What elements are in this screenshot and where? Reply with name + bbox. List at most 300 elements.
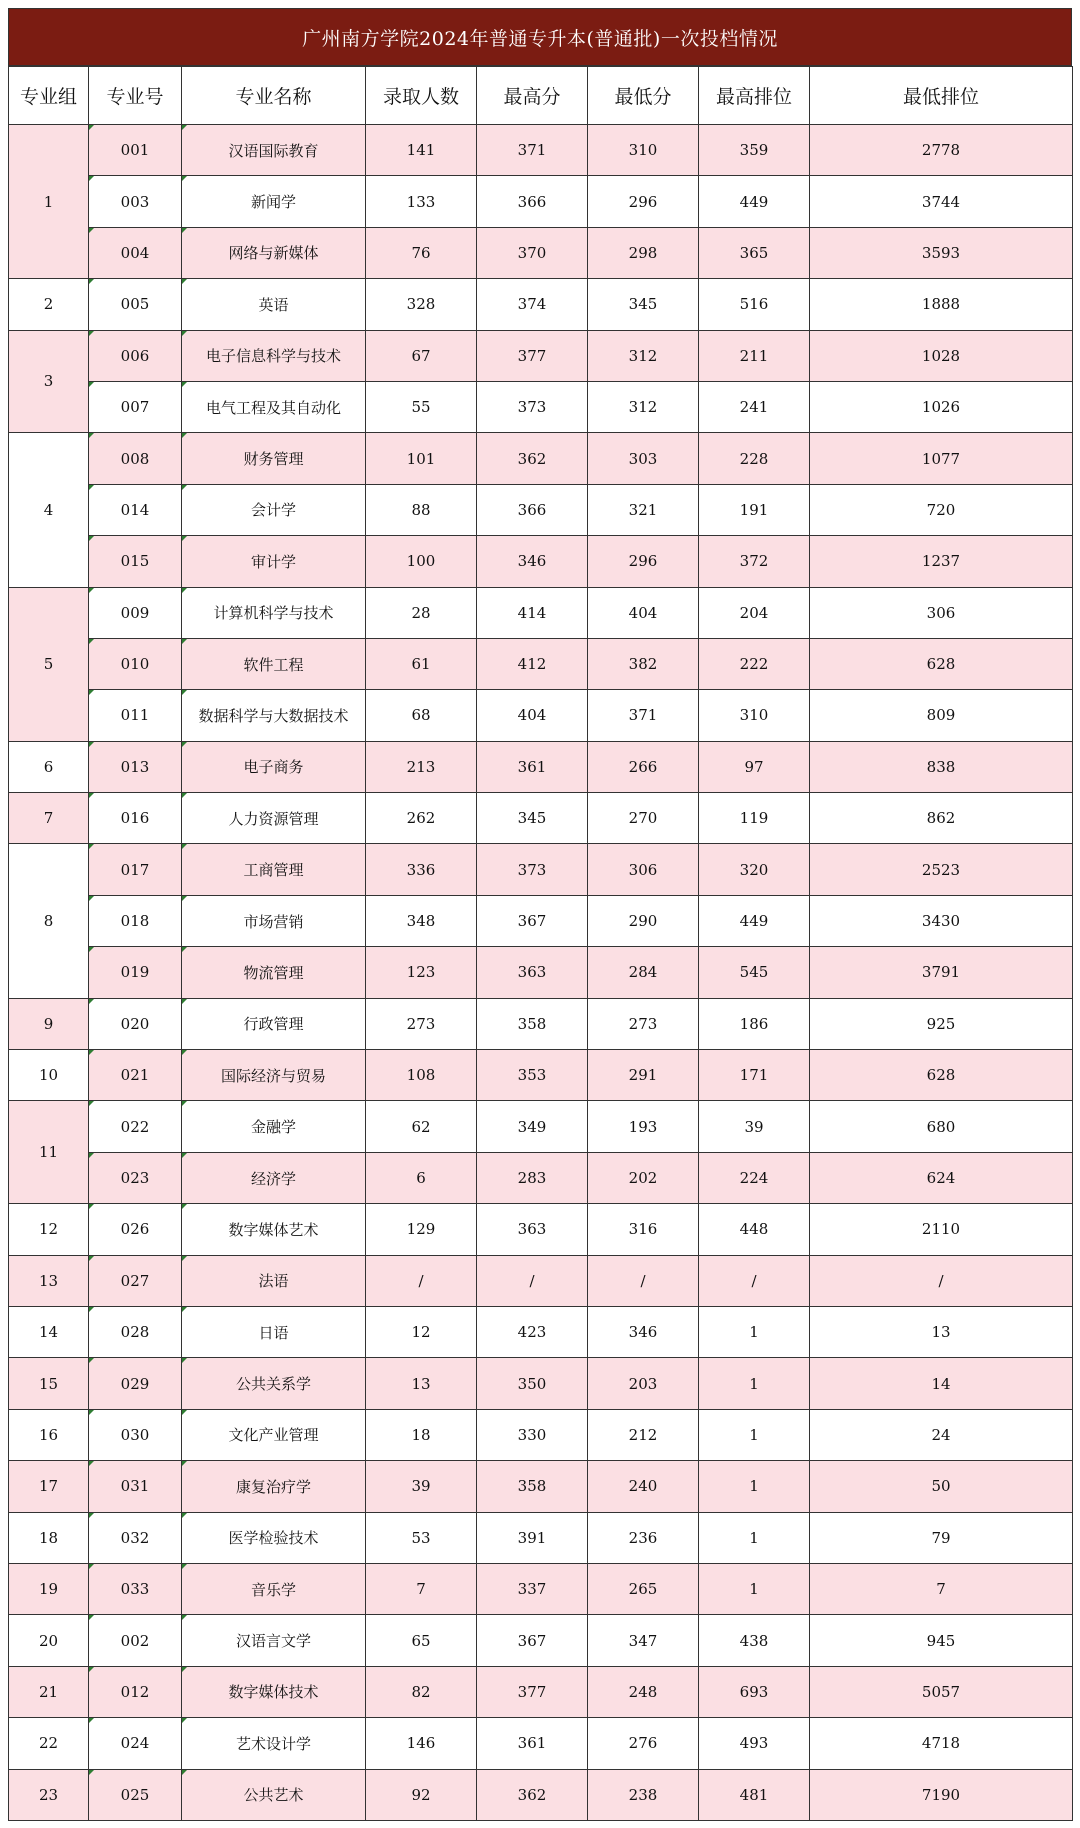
max-rank-cell: 228 bbox=[699, 433, 810, 484]
table-row bbox=[9, 381, 1073, 432]
major-name-cell: 计算机科学与技术 bbox=[182, 587, 366, 638]
admission-report bbox=[8, 8, 1072, 1821]
max-rank-cell: 186 bbox=[699, 998, 810, 1049]
max-rank-cell: 310 bbox=[699, 690, 810, 741]
header-admitted: 录取人数 bbox=[366, 67, 477, 125]
max-rank-cell: 516 bbox=[699, 279, 810, 330]
max-rank-cell: 493 bbox=[699, 1718, 810, 1769]
group-number-cell: 6 bbox=[9, 741, 89, 792]
major-name-cell: 公共艺术 bbox=[182, 1769, 366, 1820]
max-rank-cell: 438 bbox=[699, 1615, 810, 1666]
max-score-cell: 373 bbox=[477, 844, 588, 895]
max-rank-cell: 449 bbox=[699, 895, 810, 946]
min-rank-cell: 4718 bbox=[810, 1718, 1073, 1769]
min-score-cell: 298 bbox=[588, 227, 699, 278]
table-row bbox=[9, 176, 1073, 227]
min-rank-cell: 13 bbox=[810, 1306, 1073, 1357]
header-row bbox=[9, 67, 1073, 125]
major-name-cell: 网络与新媒体 bbox=[182, 227, 366, 278]
max-rank-cell: 481 bbox=[699, 1769, 810, 1820]
max-rank-cell: 1 bbox=[699, 1306, 810, 1357]
major-name-cell: 电子信息科学与技术 bbox=[182, 330, 366, 381]
max-score-cell: 366 bbox=[477, 484, 588, 535]
max-score-cell: 371 bbox=[477, 125, 588, 176]
major-name-cell: 日语 bbox=[182, 1306, 366, 1357]
major-name-cell: 法语 bbox=[182, 1255, 366, 1306]
min-score-cell: 404 bbox=[588, 587, 699, 638]
group-number-cell: 5 bbox=[9, 587, 89, 741]
major-name-cell: 文化产业管理 bbox=[182, 1409, 366, 1460]
table-row bbox=[9, 1615, 1073, 1666]
max-score-cell: 412 bbox=[477, 638, 588, 689]
major-name-cell: 电气工程及其自动化 bbox=[182, 381, 366, 432]
min-score-cell: 284 bbox=[588, 947, 699, 998]
min-score-cell: 270 bbox=[588, 793, 699, 844]
max-rank-cell: 372 bbox=[699, 536, 810, 587]
max-score-cell: 353 bbox=[477, 1050, 588, 1101]
min-score-cell: 290 bbox=[588, 895, 699, 946]
report-title-text: 广州南方学院2024年普通专升本(普通批)一次投档情况 bbox=[302, 27, 778, 50]
header-min-rank: 最低排位 bbox=[810, 67, 1073, 125]
admitted-count-cell: 68 bbox=[366, 690, 477, 741]
max-score-cell: 361 bbox=[477, 741, 588, 792]
table-row bbox=[9, 1101, 1073, 1152]
table-row bbox=[9, 947, 1073, 998]
max-rank-cell: 222 bbox=[699, 638, 810, 689]
major-name-cell: 市场营销 bbox=[182, 895, 366, 946]
admitted-count-cell: 213 bbox=[366, 741, 477, 792]
max-score-cell: 361 bbox=[477, 1718, 588, 1769]
max-rank-cell: 1 bbox=[699, 1563, 810, 1614]
group-number-cell: 14 bbox=[9, 1306, 89, 1357]
max-score-cell: 362 bbox=[477, 1769, 588, 1820]
max-rank-cell: 448 bbox=[699, 1204, 810, 1255]
min-rank-cell: 628 bbox=[810, 638, 1073, 689]
min-score-cell: 346 bbox=[588, 1306, 699, 1357]
max-rank-cell: 449 bbox=[699, 176, 810, 227]
min-rank-cell: / bbox=[810, 1255, 1073, 1306]
major-code-cell: 021 bbox=[89, 1050, 182, 1101]
group-number-cell: 8 bbox=[9, 844, 89, 998]
max-score-cell: 350 bbox=[477, 1358, 588, 1409]
min-rank-cell: 720 bbox=[810, 484, 1073, 535]
header-max-score: 最高分 bbox=[477, 67, 588, 125]
min-score-cell: 312 bbox=[588, 330, 699, 381]
min-rank-cell: 1888 bbox=[810, 279, 1073, 330]
header-max-rank: 最高排位 bbox=[699, 67, 810, 125]
admitted-count-cell: 67 bbox=[366, 330, 477, 381]
major-code-cell: 022 bbox=[89, 1101, 182, 1152]
max-score-cell: / bbox=[477, 1255, 588, 1306]
major-name-cell: 软件工程 bbox=[182, 638, 366, 689]
major-name-cell: 康复治疗学 bbox=[182, 1461, 366, 1512]
table-row bbox=[9, 1563, 1073, 1614]
admitted-count-cell: 336 bbox=[366, 844, 477, 895]
table-row bbox=[9, 690, 1073, 741]
group-number-cell: 17 bbox=[9, 1461, 89, 1512]
major-name-cell: 医学检验技术 bbox=[182, 1512, 366, 1563]
major-name-cell: 音乐学 bbox=[182, 1563, 366, 1614]
table-row bbox=[9, 1512, 1073, 1563]
major-code-cell: 009 bbox=[89, 587, 182, 638]
table-row bbox=[9, 536, 1073, 587]
min-rank-cell: 5057 bbox=[810, 1666, 1073, 1717]
min-rank-cell: 945 bbox=[810, 1615, 1073, 1666]
max-score-cell: 377 bbox=[477, 330, 588, 381]
min-score-cell: 296 bbox=[588, 536, 699, 587]
max-rank-cell: 1 bbox=[699, 1461, 810, 1512]
min-score-cell: 371 bbox=[588, 690, 699, 741]
min-score-cell: 248 bbox=[588, 1666, 699, 1717]
min-rank-cell: 14 bbox=[810, 1358, 1073, 1409]
min-score-cell: 276 bbox=[588, 1718, 699, 1769]
major-name-cell: 数字媒体技术 bbox=[182, 1666, 366, 1717]
min-rank-cell: 7190 bbox=[810, 1769, 1073, 1820]
table-row bbox=[9, 125, 1073, 176]
group-number-cell: 9 bbox=[9, 998, 89, 1049]
admitted-count-cell: 6 bbox=[366, 1152, 477, 1203]
admitted-count-cell: 141 bbox=[366, 125, 477, 176]
max-score-cell: 373 bbox=[477, 381, 588, 432]
min-rank-cell: 809 bbox=[810, 690, 1073, 741]
table-row bbox=[9, 998, 1073, 1049]
group-number-cell: 20 bbox=[9, 1615, 89, 1666]
table-row bbox=[9, 1306, 1073, 1357]
major-code-cell: 024 bbox=[89, 1718, 182, 1769]
min-rank-cell: 862 bbox=[810, 793, 1073, 844]
major-code-cell: 002 bbox=[89, 1615, 182, 1666]
min-score-cell: 212 bbox=[588, 1409, 699, 1460]
admitted-count-cell: 82 bbox=[366, 1666, 477, 1717]
major-code-cell: 033 bbox=[89, 1563, 182, 1614]
min-score-cell: 312 bbox=[588, 381, 699, 432]
min-rank-cell: 2110 bbox=[810, 1204, 1073, 1255]
min-rank-cell: 3593 bbox=[810, 227, 1073, 278]
max-score-cell: 330 bbox=[477, 1409, 588, 1460]
group-number-cell: 12 bbox=[9, 1204, 89, 1255]
max-rank-cell: 211 bbox=[699, 330, 810, 381]
max-score-cell: 414 bbox=[477, 587, 588, 638]
min-rank-cell: 1028 bbox=[810, 330, 1073, 381]
max-score-cell: 366 bbox=[477, 176, 588, 227]
group-number-cell: 4 bbox=[9, 433, 89, 587]
min-rank-cell: 2523 bbox=[810, 844, 1073, 895]
min-score-cell: 310 bbox=[588, 125, 699, 176]
max-rank-cell: 1 bbox=[699, 1358, 810, 1409]
major-name-cell: 财务管理 bbox=[182, 433, 366, 484]
max-rank-cell: / bbox=[699, 1255, 810, 1306]
admitted-count-cell: 133 bbox=[366, 176, 477, 227]
group-number-cell: 10 bbox=[9, 1050, 89, 1101]
group-number-cell: 3 bbox=[9, 330, 89, 433]
group-number-cell: 13 bbox=[9, 1255, 89, 1306]
major-name-cell: 行政管理 bbox=[182, 998, 366, 1049]
min-rank-cell: 3744 bbox=[810, 176, 1073, 227]
major-code-cell: 023 bbox=[89, 1152, 182, 1203]
min-score-cell: 273 bbox=[588, 998, 699, 1049]
header-major: 专业名称 bbox=[182, 67, 366, 125]
min-rank-cell: 624 bbox=[810, 1152, 1073, 1203]
major-code-cell: 020 bbox=[89, 998, 182, 1049]
major-name-cell: 电子商务 bbox=[182, 741, 366, 792]
table-body bbox=[9, 125, 1073, 1821]
major-name-cell: 新闻学 bbox=[182, 176, 366, 227]
table-row bbox=[9, 844, 1073, 895]
max-score-cell: 349 bbox=[477, 1101, 588, 1152]
table-row bbox=[9, 330, 1073, 381]
min-score-cell: 303 bbox=[588, 433, 699, 484]
major-code-cell: 007 bbox=[89, 381, 182, 432]
max-rank-cell: 191 bbox=[699, 484, 810, 535]
min-score-cell: 202 bbox=[588, 1152, 699, 1203]
max-score-cell: 423 bbox=[477, 1306, 588, 1357]
major-name-cell: 汉语言文学 bbox=[182, 1615, 366, 1666]
admitted-count-cell: 12 bbox=[366, 1306, 477, 1357]
admitted-count-cell: 100 bbox=[366, 536, 477, 587]
max-score-cell: 363 bbox=[477, 1204, 588, 1255]
max-rank-cell: 693 bbox=[699, 1666, 810, 1717]
max-score-cell: 358 bbox=[477, 1461, 588, 1512]
major-code-cell: 006 bbox=[89, 330, 182, 381]
max-score-cell: 374 bbox=[477, 279, 588, 330]
table-row bbox=[9, 895, 1073, 946]
min-rank-cell: 925 bbox=[810, 998, 1073, 1049]
major-name-cell: 会计学 bbox=[182, 484, 366, 535]
min-score-cell: 306 bbox=[588, 844, 699, 895]
group-number-cell: 15 bbox=[9, 1358, 89, 1409]
header-code: 专业号 bbox=[89, 67, 182, 125]
min-score-cell: 347 bbox=[588, 1615, 699, 1666]
table-row bbox=[9, 1409, 1073, 1460]
admitted-count-cell: 53 bbox=[366, 1512, 477, 1563]
group-number-cell: 2 bbox=[9, 279, 89, 330]
table-row bbox=[9, 484, 1073, 535]
major-name-cell: 审计学 bbox=[182, 536, 366, 587]
admitted-count-cell: 146 bbox=[366, 1718, 477, 1769]
major-code-cell: 010 bbox=[89, 638, 182, 689]
max-rank-cell: 320 bbox=[699, 844, 810, 895]
table-row bbox=[9, 1050, 1073, 1101]
admitted-count-cell: 273 bbox=[366, 998, 477, 1049]
admitted-count-cell: 262 bbox=[366, 793, 477, 844]
major-name-cell: 数据科学与大数据技术 bbox=[182, 690, 366, 741]
admission-table bbox=[8, 66, 1073, 1821]
admitted-count-cell: 61 bbox=[366, 638, 477, 689]
admitted-count-cell: 7 bbox=[366, 1563, 477, 1614]
table-row bbox=[9, 638, 1073, 689]
min-score-cell: 240 bbox=[588, 1461, 699, 1512]
table-row bbox=[9, 1358, 1073, 1409]
admitted-count-cell: 39 bbox=[366, 1461, 477, 1512]
min-score-cell: 238 bbox=[588, 1769, 699, 1820]
min-rank-cell: 2778 bbox=[810, 125, 1073, 176]
min-score-cell: / bbox=[588, 1255, 699, 1306]
max-score-cell: 404 bbox=[477, 690, 588, 741]
table-row bbox=[9, 1255, 1073, 1306]
table-row bbox=[9, 1152, 1073, 1203]
admitted-count-cell: 123 bbox=[366, 947, 477, 998]
major-name-cell: 英语 bbox=[182, 279, 366, 330]
max-score-cell: 345 bbox=[477, 793, 588, 844]
admitted-count-cell: 62 bbox=[366, 1101, 477, 1152]
major-code-cell: 030 bbox=[89, 1409, 182, 1460]
min-rank-cell: 680 bbox=[810, 1101, 1073, 1152]
table-row bbox=[9, 587, 1073, 638]
min-rank-cell: 79 bbox=[810, 1512, 1073, 1563]
max-score-cell: 358 bbox=[477, 998, 588, 1049]
max-score-cell: 377 bbox=[477, 1666, 588, 1717]
group-number-cell: 1 bbox=[9, 125, 89, 279]
table-row bbox=[9, 1718, 1073, 1769]
admitted-count-cell: 76 bbox=[366, 227, 477, 278]
min-rank-cell: 7 bbox=[810, 1563, 1073, 1614]
major-name-cell: 工商管理 bbox=[182, 844, 366, 895]
min-score-cell: 236 bbox=[588, 1512, 699, 1563]
table-row bbox=[9, 1666, 1073, 1717]
group-number-cell: 22 bbox=[9, 1718, 89, 1769]
min-score-cell: 316 bbox=[588, 1204, 699, 1255]
min-rank-cell: 24 bbox=[810, 1409, 1073, 1460]
max-score-cell: 367 bbox=[477, 895, 588, 946]
min-rank-cell: 3430 bbox=[810, 895, 1073, 946]
major-name-cell: 国际经济与贸易 bbox=[182, 1050, 366, 1101]
min-rank-cell: 838 bbox=[810, 741, 1073, 792]
table-row bbox=[9, 793, 1073, 844]
admitted-count-cell: 18 bbox=[366, 1409, 477, 1460]
major-name-cell: 经济学 bbox=[182, 1152, 366, 1203]
min-rank-cell: 1237 bbox=[810, 536, 1073, 587]
min-score-cell: 382 bbox=[588, 638, 699, 689]
major-code-cell: 027 bbox=[89, 1255, 182, 1306]
max-score-cell: 391 bbox=[477, 1512, 588, 1563]
min-rank-cell: 306 bbox=[810, 587, 1073, 638]
min-score-cell: 203 bbox=[588, 1358, 699, 1409]
min-score-cell: 265 bbox=[588, 1563, 699, 1614]
min-score-cell: 296 bbox=[588, 176, 699, 227]
admitted-count-cell: 88 bbox=[366, 484, 477, 535]
major-code-cell: 014 bbox=[89, 484, 182, 535]
min-score-cell: 321 bbox=[588, 484, 699, 535]
group-number-cell: 23 bbox=[9, 1769, 89, 1820]
major-code-cell: 017 bbox=[89, 844, 182, 895]
header-group: 专业组 bbox=[9, 67, 89, 125]
group-number-cell: 19 bbox=[9, 1563, 89, 1614]
max-rank-cell: 39 bbox=[699, 1101, 810, 1152]
table-row bbox=[9, 279, 1073, 330]
max-rank-cell: 204 bbox=[699, 587, 810, 638]
min-rank-cell: 3791 bbox=[810, 947, 1073, 998]
max-rank-cell: 171 bbox=[699, 1050, 810, 1101]
min-score-cell: 193 bbox=[588, 1101, 699, 1152]
max-score-cell: 346 bbox=[477, 536, 588, 587]
admitted-count-cell: 328 bbox=[366, 279, 477, 330]
group-number-cell: 16 bbox=[9, 1409, 89, 1460]
major-code-cell: 013 bbox=[89, 741, 182, 792]
max-rank-cell: 359 bbox=[699, 125, 810, 176]
admitted-count-cell: 348 bbox=[366, 895, 477, 946]
min-rank-cell: 1077 bbox=[810, 433, 1073, 484]
table-row bbox=[9, 741, 1073, 792]
max-rank-cell: 119 bbox=[699, 793, 810, 844]
major-name-cell: 公共关系学 bbox=[182, 1358, 366, 1409]
max-rank-cell: 1 bbox=[699, 1409, 810, 1460]
group-number-cell: 21 bbox=[9, 1666, 89, 1717]
min-score-cell: 266 bbox=[588, 741, 699, 792]
admitted-count-cell: 92 bbox=[366, 1769, 477, 1820]
group-number-cell: 11 bbox=[9, 1101, 89, 1204]
major-code-cell: 004 bbox=[89, 227, 182, 278]
admitted-count-cell: 28 bbox=[366, 587, 477, 638]
header-min-score: 最低分 bbox=[588, 67, 699, 125]
admitted-count-cell: 108 bbox=[366, 1050, 477, 1101]
admitted-count-cell: 65 bbox=[366, 1615, 477, 1666]
admitted-count-cell: 55 bbox=[366, 381, 477, 432]
major-code-cell: 025 bbox=[89, 1769, 182, 1820]
admitted-count-cell: 129 bbox=[366, 1204, 477, 1255]
max-score-cell: 283 bbox=[477, 1152, 588, 1203]
report-title bbox=[8, 8, 1072, 66]
max-score-cell: 337 bbox=[477, 1563, 588, 1614]
table-row bbox=[9, 1204, 1073, 1255]
min-score-cell: 345 bbox=[588, 279, 699, 330]
table-row bbox=[9, 1461, 1073, 1512]
major-name-cell: 汉语国际教育 bbox=[182, 125, 366, 176]
admitted-count-cell: 101 bbox=[366, 433, 477, 484]
table-row bbox=[9, 227, 1073, 278]
min-rank-cell: 1026 bbox=[810, 381, 1073, 432]
max-rank-cell: 224 bbox=[699, 1152, 810, 1203]
max-rank-cell: 1 bbox=[699, 1512, 810, 1563]
major-code-cell: 032 bbox=[89, 1512, 182, 1563]
admitted-count-cell: 13 bbox=[366, 1358, 477, 1409]
major-code-cell: 001 bbox=[89, 125, 182, 176]
max-score-cell: 367 bbox=[477, 1615, 588, 1666]
major-code-cell: 028 bbox=[89, 1306, 182, 1357]
max-rank-cell: 97 bbox=[699, 741, 810, 792]
max-score-cell: 363 bbox=[477, 947, 588, 998]
min-rank-cell: 628 bbox=[810, 1050, 1073, 1101]
table-row bbox=[9, 1769, 1073, 1820]
major-name-cell: 金融学 bbox=[182, 1101, 366, 1152]
admitted-count-cell: / bbox=[366, 1255, 477, 1306]
major-code-cell: 031 bbox=[89, 1461, 182, 1512]
major-code-cell: 019 bbox=[89, 947, 182, 998]
major-code-cell: 005 bbox=[89, 279, 182, 330]
major-name-cell: 艺术设计学 bbox=[182, 1718, 366, 1769]
max-score-cell: 362 bbox=[477, 433, 588, 484]
major-code-cell: 003 bbox=[89, 176, 182, 227]
group-number-cell: 7 bbox=[9, 793, 89, 844]
max-score-cell: 370 bbox=[477, 227, 588, 278]
major-code-cell: 026 bbox=[89, 1204, 182, 1255]
group-number-cell: 18 bbox=[9, 1512, 89, 1563]
major-code-cell: 029 bbox=[89, 1358, 182, 1409]
min-score-cell: 291 bbox=[588, 1050, 699, 1101]
table-row bbox=[9, 433, 1073, 484]
min-rank-cell: 50 bbox=[810, 1461, 1073, 1512]
major-name-cell: 人力资源管理 bbox=[182, 793, 366, 844]
max-rank-cell: 545 bbox=[699, 947, 810, 998]
major-code-cell: 015 bbox=[89, 536, 182, 587]
major-code-cell: 018 bbox=[89, 895, 182, 946]
major-code-cell: 012 bbox=[89, 1666, 182, 1717]
major-code-cell: 016 bbox=[89, 793, 182, 844]
major-code-cell: 008 bbox=[89, 433, 182, 484]
max-rank-cell: 241 bbox=[699, 381, 810, 432]
major-code-cell: 011 bbox=[89, 690, 182, 741]
major-name-cell: 物流管理 bbox=[182, 947, 366, 998]
major-name-cell: 数字媒体艺术 bbox=[182, 1204, 366, 1255]
